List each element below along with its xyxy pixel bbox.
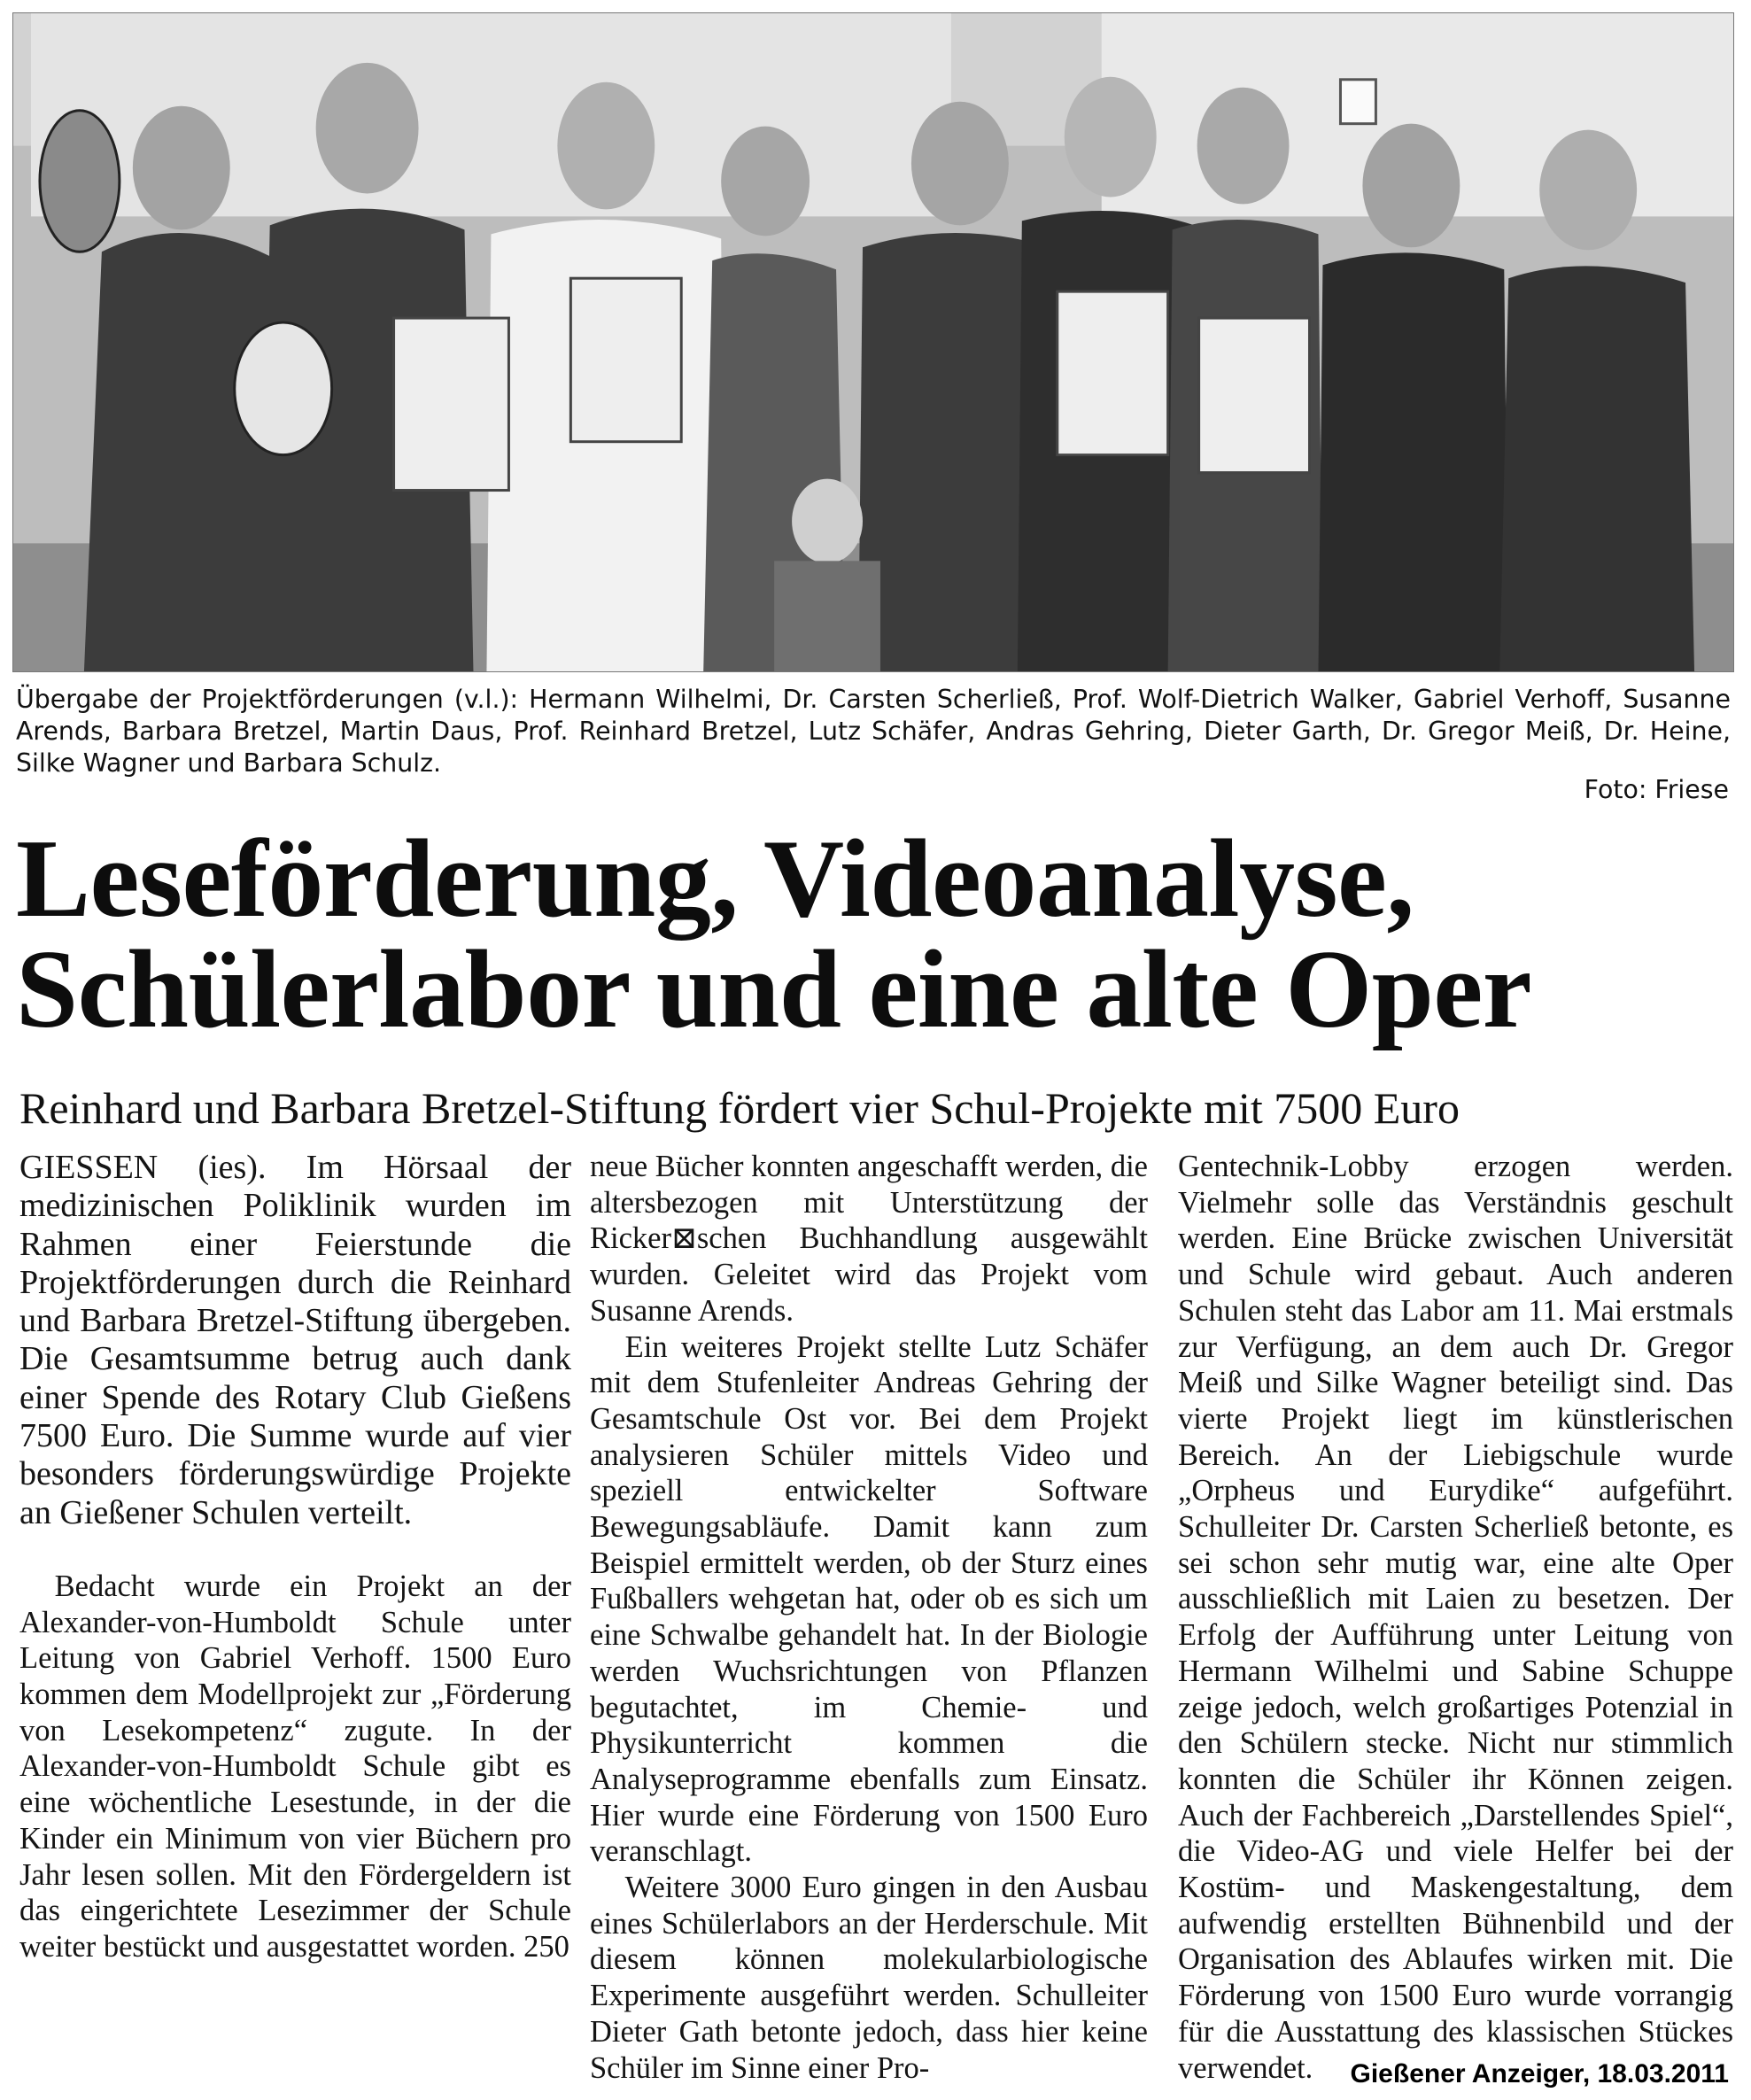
article-paragraph-continued: neue Bücher konnten angeschafft werden, die altersbezogen mit Unterstützung der Ricker⊠schen Buchhandlung ausgewählt wurden. Geleitet wird das Projekt vom Susanne Arends.: [590, 1150, 1148, 1328]
article-paragraph: Weitere 3000 Euro gingen in den Ausbau eines Schülerlabors an der Herderschule. Mit diesem können molekularbiologische Experimente ausgeführt werden. Schulleiter Dieter Gath betonte jedoch, dass hier keine Schüler im Sinne einer Pro-: [590, 1871, 1148, 2085]
headline: [16, 818, 1743, 1051]
article-lead: GIESSEN (ies). Im Hörsaal der medizinischen Poliklinik wurden im Rahmen einer Feierstunde die Projektförderungen durch die Reinhard und Barbara Bretzel-Stiftung übergeben. Die Gesamtsumme betrug auch dank einer Spende des Rotary Club Gießens 7500 Euro. Die Summe wurde auf vier besonders förderungswürdige Projekte an Gießener Schulen verteilt.: [19, 1149, 571, 1531]
article-paragraph-continued: Gentechnik-Lobby erzogen werden. Vielmehr solle das Verständnis geschult werden. Eine Brücke zwischen Universität und Schule wird gebaut. Auch anderen Schulen steht das Labor am 11. Mai erstmals zur Verfügung, an dem auch Dr. Gregor Meiß und Silke Wagner beteiligt sind. Das vierte Projekt liegt im künstlerischen Bereich. An der Liebigschule wurde „Orpheus und Eurydike“ aufgeführt. Schulleiter Dr. Carsten Scherließ betonte, es sei schon sehr mutig war, eine alte Oper ausschließlich mit Laien zu besetzen. Der Erfolg der Aufführung unter Leitung von Hermann Wilhelmi und Sabine Schuppe zeige jedoch, welch großartiges Potenzial in den Schülern stecke. Nicht nur stimmlich konnten die Schüler ihr Können zeigen. Auch der Fachbereich „Darstellendes Spiel“, die Video-AG und viele Helfer bei der Kostüm- und Maskengestaltung, dem aufwendig erstellten Bühnenbild und der Organisation des Ablaufes wirken mit. Die Förderung von 1500 Euro wurde vorrangig für die Ausstattung des klassischen Stückes verwendet.: [1178, 1150, 1733, 2085]
headline-line-1: Leseförderung, Videoanalyse,: [16, 818, 1414, 941]
photo-credit: Foto: Friese: [1584, 775, 1729, 804]
article-paragraph: Ein weiteres Projekt stellte Lutz Schäfer mit dem Stufenleiter Andreas Gehring der Gesamtschule Ost vor. Bei dem Projekt analysieren Schüler mittels Video und speziell entwickelter Software Bewegungsabläufe. Damit kann zum Beispiel ermittelt werden, ob der Sturz eines Fußballers wehgetan hat, oder ob es sich um eine Schwalbe gehandelt hat. In der Biologie werden Wuchsrichtungen von Pflanzen begutachtet, im Chemie- und Physikunterricht kommen die Analyseprogramme ebenfalls zum Einsatz. Hier wurde eine Förderung von 1500 Euro veranschlagt.: [590, 1329, 1148, 1869]
photo-caption: Übergabe der Projektförderungen (v.l.): Hermann Wilhelmi, Dr. Carsten Scherließ, Prof. Wolf-Dietrich Walker, Gabriel Verhoff, Susanne Arends, Barbara Bretzel, Martin Daus, Prof. Reinhard Bretzel, Lutz Schäfer, Andras Gehring, Dieter Garth, Dr. Gregor Meiß, Dr. Heine, Silke Wagner und Barbara Schulz.: [16, 685, 1731, 778]
article-column-3: [1178, 1149, 1733, 2086]
headline-line-2: Schülerlabor und eine alte Oper: [16, 928, 1532, 1051]
source-line: Gießener Anzeiger, 18.03.2011: [1350, 2059, 1729, 2088]
group-photo: [12, 12, 1734, 672]
group-photo-illustration: [13, 13, 1733, 671]
article-paragraph: Bedacht wurde ein Projekt an der Alexander-von-Humboldt Schule unter Leitung von Gabriel Verhoff. 1500 Euro kommen dem Modellprojekt zur „Förderung von Lesekompetenz“ zugute. In der Alexander-von-Humboldt Schule gibt es eine wöchentliche Lesestunde, in der die Kinder ein Minimum von vier Büchern pro Jahr lesen sollen. Mit den Fördergeldern ist das eingerichtete Lesezimmer der Schule weiter bestückt und ausgestattet worden. 250: [19, 1569, 571, 1964]
article-column-1: [19, 1149, 571, 1965]
article-column-2: [590, 1149, 1148, 2086]
subheadline: Reinhard und Barbara Bretzel-Stiftung fördert vier Schul-Projekte mit 7500 Euro: [19, 1083, 1460, 1133]
